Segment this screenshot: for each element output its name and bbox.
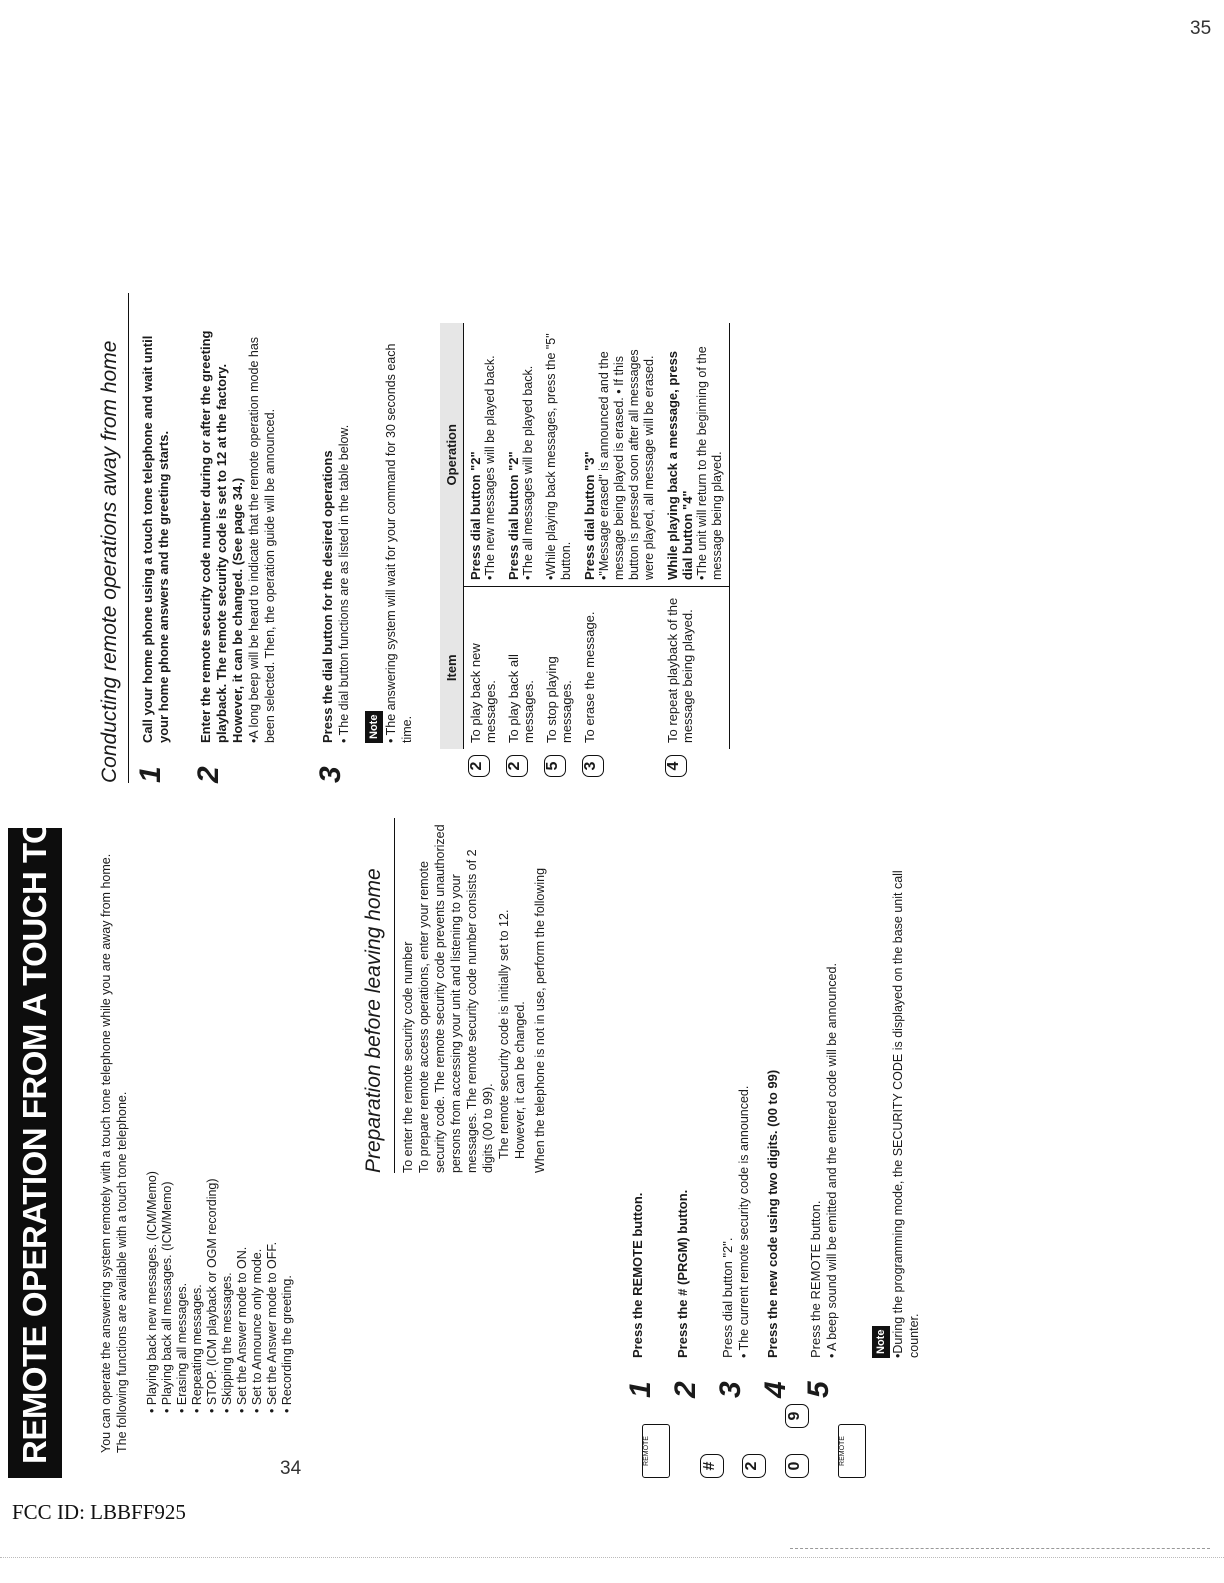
note-text: • The answering system will wait for your command for 30 seconds each time. bbox=[384, 343, 414, 743]
page-number-35: 35 bbox=[1190, 18, 1212, 39]
note-badge: Note bbox=[872, 1326, 890, 1358]
prep-heading: Preparation before leaving home bbox=[362, 868, 385, 1173]
remote-ops-underline bbox=[128, 293, 129, 783]
function-item: • Playing back all messages. (ICM/Memo) bbox=[160, 943, 175, 1413]
remote-ops-heading: Conducting remote operations away from home bbox=[98, 340, 121, 783]
prep-underline bbox=[394, 818, 395, 1173]
row-item: To repeat playback of the message being played. bbox=[661, 587, 730, 750]
prep-change: However, it can be changed. bbox=[513, 1001, 527, 1159]
row-op: Press dial button "2" •The all messages will be played back. bbox=[506, 365, 535, 580]
row-op: Press dial button "3" •"Message erased" is announced and the message being played is erased. • If this button is pressed soon after all messages were played, all message will be erased. bbox=[582, 349, 656, 580]
page-35 bbox=[0, 0, 1224, 783]
note-text: •During the programming mode, the SECURITY CODE is displayed on the base unit call counter. bbox=[891, 870, 921, 1358]
row-op: •While playing back messages, press the "5" button. bbox=[544, 333, 573, 580]
prep-note bbox=[872, 838, 922, 1358]
step-sub: • The current remote security code is announced. bbox=[737, 1085, 751, 1358]
row-op: Press dial button "2" •The new messages will be played back. bbox=[468, 355, 497, 580]
step-number: 1 bbox=[624, 1381, 657, 1398]
function-item: • Recording the greeting. bbox=[280, 943, 295, 1413]
table-row bbox=[540, 323, 578, 783]
row-item: To erase the message. bbox=[578, 587, 661, 750]
three-key-icon: 3 bbox=[582, 755, 604, 777]
step-text: Enter the remote security code number during or after the greeting playback. The remote security code is set to 12 at the factory. However, it can be changed. (See page 34.) bbox=[198, 330, 245, 743]
prep-lead: To enter the remote security code number bbox=[401, 941, 415, 1173]
function-item: • Erasing all messages. bbox=[175, 943, 190, 1413]
banner-text-1: REMOTE OPERATION FROM A TOUCH TON bbox=[16, 795, 53, 1464]
row-item: To stop playing messages. bbox=[540, 587, 578, 750]
operations-table-wrap bbox=[440, 323, 730, 783]
two-key-icon: 2 bbox=[742, 1454, 766, 1478]
intro-text-2: The following functions are available with a touch tone telephone. bbox=[115, 1091, 129, 1453]
table-header-item: Item bbox=[440, 587, 464, 750]
prep-section bbox=[400, 823, 548, 1173]
step-number: 3 bbox=[314, 766, 347, 783]
function-item: • Set the Answer mode to OFF. bbox=[265, 943, 280, 1413]
function-list bbox=[145, 943, 295, 1413]
step-text: Press dial button "2". bbox=[720, 1237, 735, 1358]
four-key-icon: 4 bbox=[665, 755, 687, 777]
step-number: 2 bbox=[192, 766, 225, 783]
step-sub: • A beep sound will be emitted and the entered code will be announced. bbox=[825, 963, 839, 1358]
hash-key-icon: # bbox=[700, 1454, 724, 1478]
step-text: Press the dial button for the desired operations bbox=[320, 450, 335, 743]
table-header-operation: Operation bbox=[440, 323, 464, 587]
table-row bbox=[661, 323, 730, 783]
note-badge: Note bbox=[365, 711, 383, 743]
function-item: • Set the Answer mode to ON. bbox=[235, 943, 250, 1413]
step-text: Press the REMOTE button. bbox=[630, 1192, 645, 1358]
table-row bbox=[578, 323, 661, 783]
step-text: Press the REMOTE button. bbox=[808, 1200, 823, 1358]
function-item: • STOP. (ICM playback or OGM recording) bbox=[205, 943, 220, 1413]
two-key-icon: 2 bbox=[468, 755, 490, 777]
step-text: Press the # (PRGM) button. bbox=[675, 1189, 690, 1358]
remote-note bbox=[365, 343, 415, 743]
function-item: • Skipping the messages. bbox=[220, 943, 235, 1413]
function-item: • Playing back new messages. (ICM/Memo) bbox=[145, 943, 160, 1413]
page-banner bbox=[8, 594, 62, 1478]
two-key-icon: 2 bbox=[506, 755, 528, 777]
step-number: 4 bbox=[759, 1381, 792, 1398]
row-op: While playing back a message, press dial button "4" •The unit will return to the beginning of the message being played. bbox=[661, 323, 730, 587]
remote-key-icon: REMOTE bbox=[838, 1424, 866, 1478]
scan-artifact-line bbox=[790, 1548, 1210, 1549]
prep-default: The remote security code is initially set to 12. bbox=[497, 909, 511, 1159]
prep-when: When the telephone is not in use, perform the following bbox=[533, 867, 547, 1173]
step-number: 2 bbox=[669, 1381, 702, 1398]
fcc-id: FCC ID: LBBFF925 bbox=[12, 1500, 186, 1524]
step-sub: •A long beep will be heard to indicate that the remote operation mode has been selected. Then, the operation guide will be announced. bbox=[247, 336, 277, 743]
table-row bbox=[502, 323, 540, 783]
function-item: • Repeating messages. bbox=[190, 943, 205, 1413]
zero-key-icon: 0 bbox=[785, 1454, 809, 1478]
step-number: 1 bbox=[134, 766, 167, 783]
step-sub: • The dial button functions are as listed in the table below. bbox=[337, 424, 351, 743]
page-number-34: 34 bbox=[280, 1458, 302, 1479]
banner-text-2: TELEPHONE bbox=[16, 594, 53, 792]
row-item: To play back new messages. bbox=[464, 587, 503, 750]
remote-key-icon: REMOTE bbox=[642, 1424, 670, 1478]
operations-table bbox=[440, 323, 730, 783]
function-item: • Set to Announce only mode. bbox=[250, 943, 265, 1413]
step-number: 5 bbox=[802, 1381, 835, 1398]
intro-text: You can operate the answering system remotely with a touch tone telephone while you are away from home. bbox=[99, 853, 113, 1453]
nine-key-icon: 9 bbox=[785, 1404, 809, 1428]
five-key-icon: 5 bbox=[544, 755, 566, 777]
step-text: Call your home phone using a touch tone telephone and wait until your home phone answers and the greeting starts. bbox=[140, 335, 171, 743]
intro bbox=[98, 823, 130, 1453]
prep-body: To prepare remote access operations, enter your remote security code. The remote security code prevents unauthorized persons from accessing your unit and listening to your messages. The remote security code number consists of 2 digits (00 to 99). bbox=[417, 824, 495, 1173]
scan-artifact-line bbox=[0, 1557, 1224, 1558]
step-number: 3 bbox=[714, 1381, 747, 1398]
step-text: Press the new code using two digits. (00 to 99) bbox=[765, 1069, 780, 1358]
table-row bbox=[464, 323, 503, 783]
row-item: To play back all messages. bbox=[502, 587, 540, 750]
